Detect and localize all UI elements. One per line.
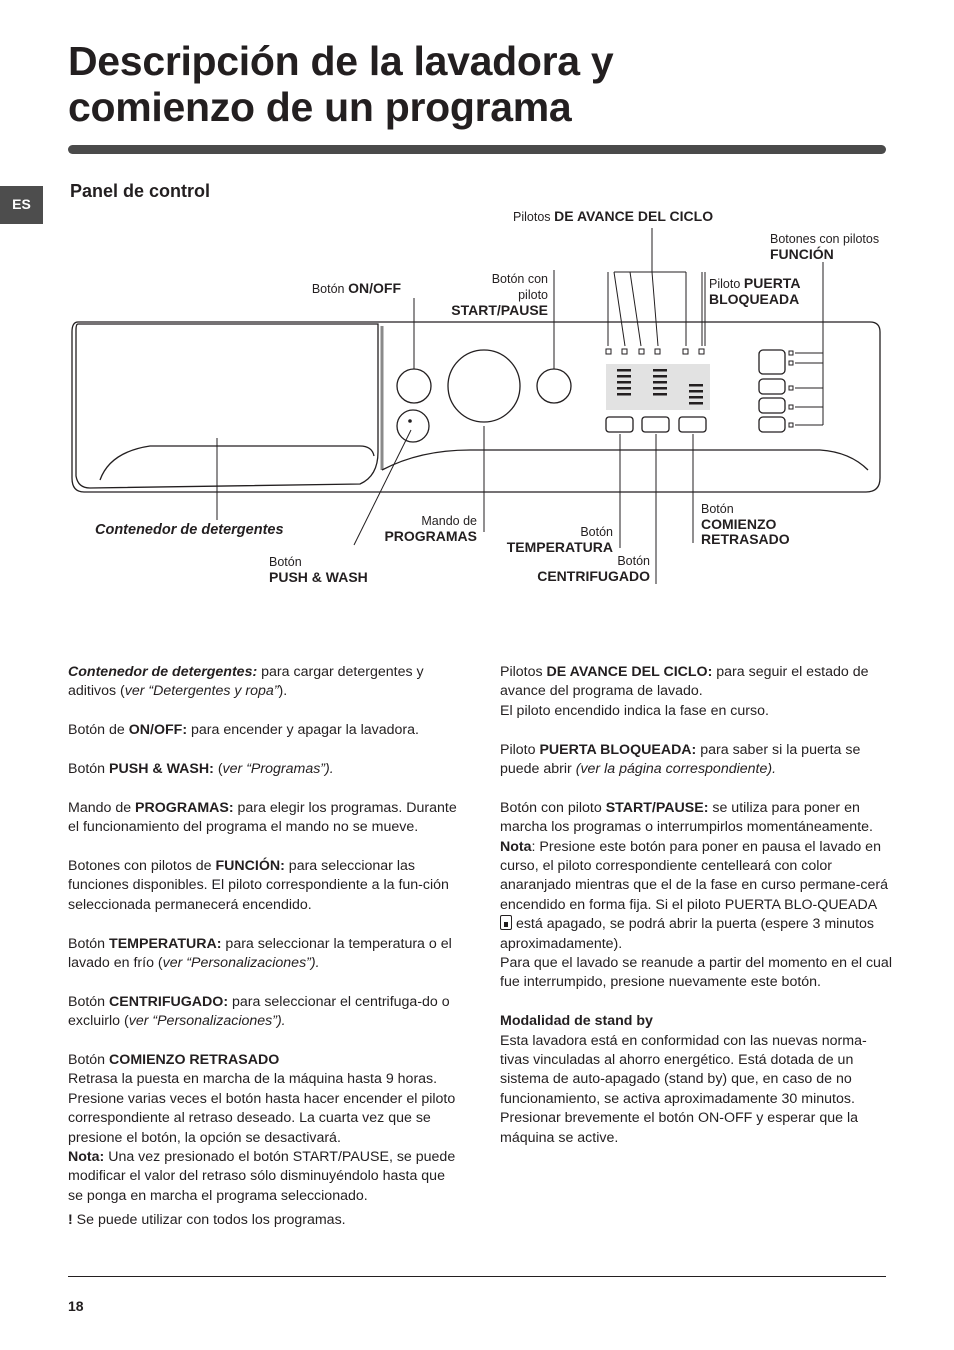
temperature-label: Botón TEMPERATURA xyxy=(506,525,613,555)
progress-leds-label: Pilotos DE AVANCE DEL CICLO xyxy=(513,208,714,224)
section-title: Panel de control xyxy=(70,181,211,201)
para-comienzo-retrasado: Botón COMIENZO RETRASADO Retrasa la puesta en marcha de la máquina hasta 9 horas. Presione varias veces el botón hasta hacer encender el piloto correspondiente al retraso deseado. La cuarta vez que se presione el botón, la opción se desactivará. Nota: Una vez presionado el botón START/PAUSE, se puede modificar el valor del retraso sólo disminuyéndolo hasta que se ponga en marcha el programa seleccionado. xyxy=(68,1052,456,1204)
on-off-button-shape xyxy=(397,369,431,403)
para-standby: Modalidad de stand by Esta lavadora está en conformidad con las nuevas norma-tivas vinculadas al ahorro energético. Está dotada de un sistema de auto-apagado (stand by) que, en caso de no funcionamiento, se activa aproximadamente 30 minutos. Presionar brevemente el botón ON-OFF y esperar que la máquina se active. xyxy=(500,1013,867,1146)
para-pushwash: Botón PUSH & WASH: (ver “Programas”). xyxy=(68,761,334,777)
page-number: 18 xyxy=(68,1298,84,1314)
program-knob-shape xyxy=(448,350,520,422)
right-column xyxy=(500,663,892,1148)
drawer-handle xyxy=(100,446,374,480)
push-wash-button-shape xyxy=(397,410,429,442)
on-off-label: Botón ON/OFF xyxy=(311,280,401,296)
para-puerta: Piloto PUERTA BLOQUEADA: para saber si la puerta se puede abrir (ver la página correspondiente). xyxy=(500,741,861,778)
delay-start-label: Botón COMIENZO RETRASADO xyxy=(701,502,790,547)
lock-icon xyxy=(500,915,512,930)
push-wash-label: Botón PUSH & WASH xyxy=(269,555,368,585)
door-lock-label: Piloto PUERTA BLOQUEADA xyxy=(709,275,801,307)
para-funcion: Botones con pilotos de FUNCIÓN: para seleccionar las funciones disponibles. El piloto correspondiente a la fun-ción seleccionada permanecerá encendido. xyxy=(68,858,449,913)
footer-rule xyxy=(68,1276,886,1277)
para-temperatura: Botón TEMPERATURA: para seleccionar la temperatura o el lavado en frío (ver “Personalizaciones”). xyxy=(68,935,452,972)
title-line-1: Descripción de la lavadora y xyxy=(68,38,614,84)
spin-label: Botón CENTRIFUGADO xyxy=(537,554,650,584)
para-centrifugado: Botón CENTRIFUGADO: para seleccionar el centrifuga-do o excluirlo (ver “Personalizaciones”). xyxy=(68,993,450,1030)
program-knob-label: Mando de PROGRAMAS xyxy=(384,514,477,544)
title-line-2: comienzo de un programa xyxy=(68,84,572,130)
panel-bottom-curve xyxy=(382,450,868,470)
start-pause-button-shape xyxy=(537,369,571,403)
para-startpause: Botón con piloto START/PAUSE: se utiliza para poner en marcha los programas o interrumpirlos momentáneamente. Nota: Presione este botón para poner en pausa el lavado en curso, el piloto correspondiente centelleará con color anaranjado mientras que el de la fase en curso permane-cerá encendido en forma fija. Si el piloto PUERTA BLO-QUEADA está apagado, se podrá abrir la puerta (espere 3 minutos aproximadamente). Para que el lavado se reanude a partir del momento en el cual fue interrumpido, presione nuevamente este botón. xyxy=(500,799,892,991)
detergent-drawer-label: Contenedor de detergentes xyxy=(95,522,284,538)
language-tab: ES xyxy=(0,186,43,224)
para-detergentes: Contenedor de detergentes: para cargar detergentes y aditivos (ver “Detergentes y ropa”). xyxy=(68,664,424,700)
para-note: ! Se puede utilizar con todos los programas. xyxy=(68,1212,346,1229)
para-onoff: Botón de ON/OFF: para encender y apagar la lavadora. xyxy=(68,722,419,739)
start-pause-label: Botón con piloto START/PAUSE xyxy=(451,272,548,318)
para-avance: Pilotos DE AVANCE DEL CICLO: para seguir el estado de avance del programa de lavado. El piloto encendido indica la fase en curso. xyxy=(500,664,869,719)
left-column xyxy=(68,663,458,1231)
detergent-drawer xyxy=(76,324,378,488)
para-programas: Mando de PROGRAMAS: para elegir los programas. Durante el funcionamiento del programa el mando no se mueve. xyxy=(68,799,457,836)
function-buttons-label: Botones con pilotos FUNCIÓN xyxy=(770,232,880,262)
